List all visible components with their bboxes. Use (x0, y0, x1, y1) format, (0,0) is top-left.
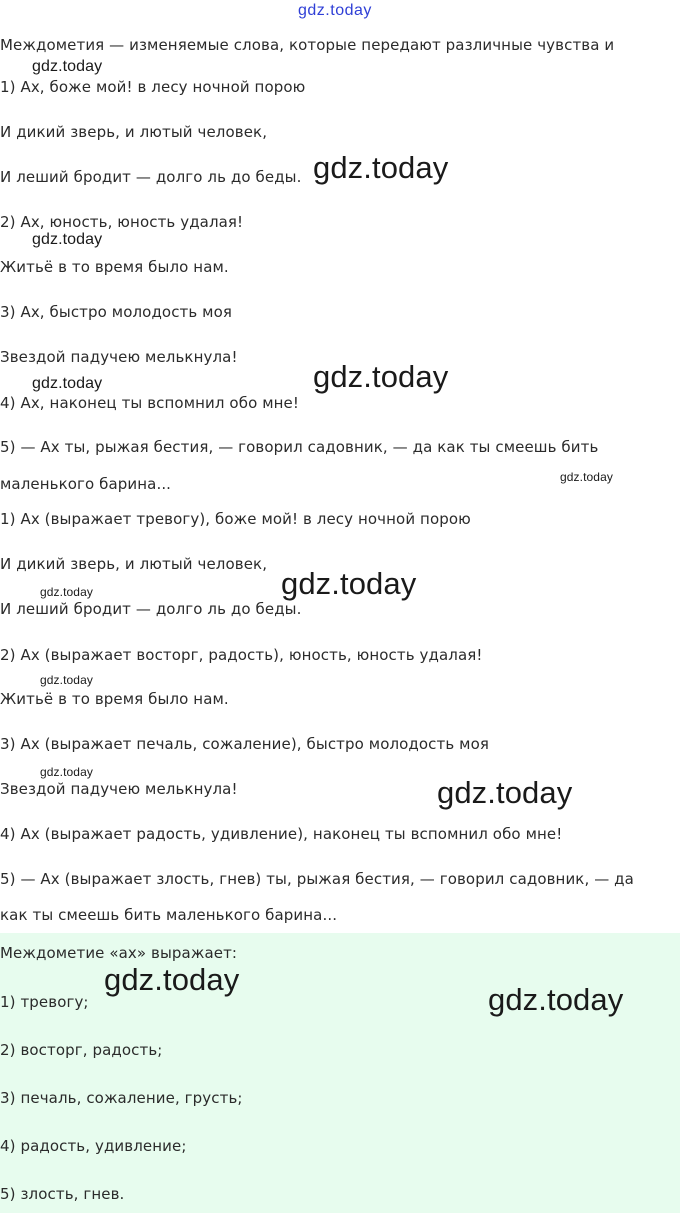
annotated-line: 3) Ах (выражает печаль, сожаление), быстро молодость моя (0, 735, 489, 753)
annotated-line: И леший бродит — долго ль до беды. (0, 600, 302, 618)
example-line: И дикий зверь, и лютый человек, (0, 123, 268, 141)
watermark: gdz.today (488, 982, 624, 1017)
answer-item: 1) тревогу; (0, 993, 89, 1011)
answer-item: 4) радость, удивление; (0, 1137, 187, 1155)
answer-item: 2) восторг, радость; (0, 1041, 163, 1059)
answer-title: Междометие «ах» выражает: (0, 944, 238, 962)
watermark: gdz.today (281, 566, 417, 601)
site-logo[interactable]: gdz.today (298, 2, 372, 19)
watermark: gdz.today (437, 775, 573, 810)
watermark: gdz.today (40, 673, 93, 687)
watermark: gdz.today (32, 231, 103, 248)
example-line: 2) Ах, юность, юность удалая! (0, 213, 244, 231)
answer-box (0, 933, 680, 1213)
annotated-line: 5) — Ах (выражает злость, гнев) ты, рыжая бестия, — говорил садовник, — да (0, 870, 634, 888)
watermark: gdz.today (40, 765, 93, 779)
annotated-line: 4) Ах (выражает радость, удивление), наконец ты вспомнил обо мне! (0, 825, 563, 843)
example-line: 1) Ах, боже мой! в лесу ночной порою (0, 78, 306, 96)
example-line: И леший бродит — долго ль до беды. (0, 168, 302, 186)
example-line: маленького барина... (0, 475, 172, 493)
annotated-line: Житьё в то время было нам. (0, 690, 229, 708)
example-line: 4) Ах, наконец ты вспомнил обо мне! (0, 394, 299, 412)
annotated-line: 1) Ах (выражает тревогу), боже мой! в лесу ночной порою (0, 510, 471, 528)
watermark: gdz.today (104, 962, 240, 997)
example-line: 5) — Ах ты, рыжая бестия, — говорил садовник, — да как ты смеешь бить (0, 438, 599, 456)
answer-item: 3) печаль, сожаление, грусть; (0, 1089, 243, 1107)
watermark: gdz.today (40, 585, 93, 599)
watermark: gdz.today (560, 470, 613, 484)
watermark: gdz.today (32, 58, 103, 75)
annotated-line: как ты смеешь бить маленького барина... (0, 906, 338, 924)
answer-item: 5) злость, гнев. (0, 1185, 125, 1203)
watermark: gdz.today (32, 375, 103, 392)
annotated-line: И дикий зверь, и лютый человек, (0, 555, 268, 573)
example-line: 3) Ах, быстро молодость моя (0, 303, 232, 321)
example-line: Звездой падучею мелькнула! (0, 348, 238, 366)
watermark: gdz.today (313, 359, 449, 394)
example-line: Житьё в то время было нам. (0, 258, 229, 276)
annotated-line: Звездой падучею мелькнула! (0, 780, 238, 798)
annotated-line: 2) Ах (выражает восторг, радость), юность, юность удалая! (0, 646, 483, 664)
task-text: Междометия — изменяемые слова, которые передают различные чувства и (0, 36, 615, 54)
watermark: gdz.today (313, 150, 449, 185)
